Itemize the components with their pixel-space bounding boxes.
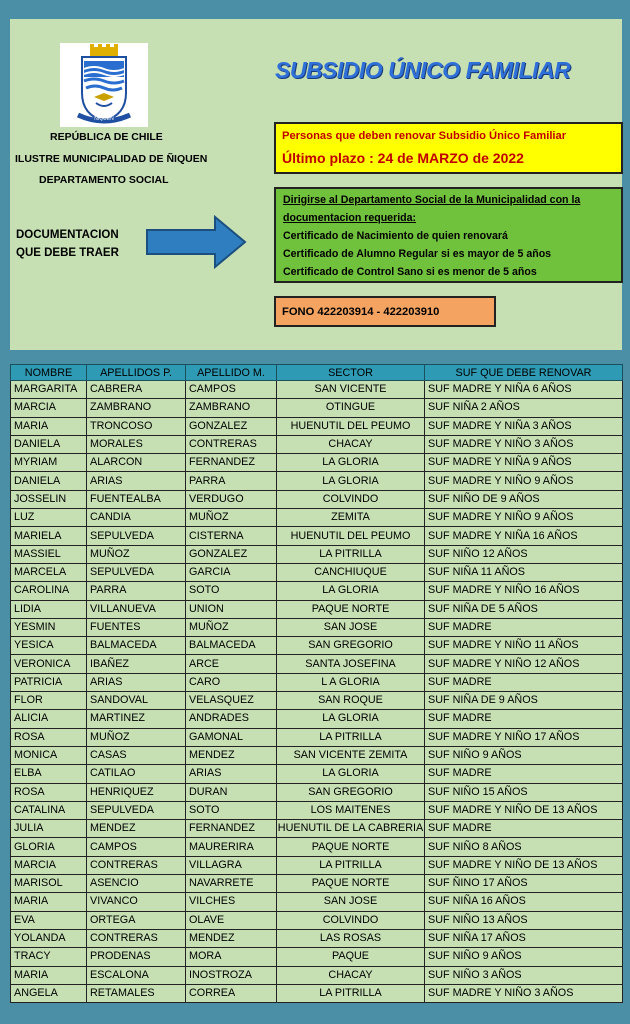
cell-subsidy: SUF MADRE Y NIÑO DE 13 AÑOS (425, 801, 623, 819)
cell-subsidy: SUF MADRE (425, 673, 623, 691)
municipal-logo (60, 43, 148, 127)
cell-subsidy: SUF MADRE Y NIÑA 16 AÑOS (425, 527, 623, 545)
notice-line-1: Personas que deben renovar Subsidio Único Familiar (282, 130, 567, 142)
table-row (11, 820, 623, 838)
table-row (11, 801, 623, 819)
table-row (11, 472, 623, 490)
doc-item-health-certificate: Certificado de Control Sano si es menor de 5 años (283, 266, 537, 278)
table-row (11, 618, 623, 636)
cell-subsidy: SUF NIÑO 12 AÑOS (425, 545, 623, 563)
cell-name: CAROLINA (11, 582, 87, 600)
table-row (11, 417, 623, 435)
cell-surname-m: GONZALEZ (186, 545, 277, 563)
documentation-box (274, 187, 623, 283)
cell-subsidy: SUF NIÑA 16 AÑOS (425, 893, 623, 911)
cell-sector: LA PITRILLA (277, 984, 425, 1002)
cell-surname-m: GAMONAL (186, 728, 277, 746)
cell-name: MARISOL (11, 875, 87, 893)
cell-surname-p: PRODENAS (87, 948, 186, 966)
renewal-table (10, 364, 623, 1003)
cell-name: LIDIA (11, 600, 87, 618)
table-row (11, 929, 623, 947)
cell-surname-m: VILLAGRA (186, 856, 277, 874)
col-header-name: NOMBRE (11, 365, 87, 381)
cell-surname-p: CATILAO (87, 765, 186, 783)
cell-sector: PAQUE NORTE (277, 600, 425, 618)
cell-sector: OTINGUE (277, 399, 425, 417)
table-body (11, 381, 623, 1003)
cell-subsidy: SUF NIÑA DE 9 AÑOS (425, 692, 623, 710)
table-row (11, 454, 623, 472)
cell-subsidy: SUF NIÑA 11 AÑOS (425, 563, 623, 581)
cell-sector: LA GLORIA (277, 582, 425, 600)
cell-surname-m: ZAMBRANO (186, 399, 277, 417)
table-row (11, 765, 623, 783)
table-row (11, 563, 623, 581)
cell-surname-p: FUENTEALBA (87, 490, 186, 508)
cell-surname-p: FUENTES (87, 618, 186, 636)
table-row (11, 692, 623, 710)
cell-name: MARIA (11, 893, 87, 911)
cell-surname-m: CAMPOS (186, 381, 277, 399)
cell-name: MASSIEL (11, 545, 87, 563)
org-line-municipality: ILUSTRE MUNICIPALIDAD DE ÑIQUEN (15, 153, 208, 165)
cell-surname-m: SOTO (186, 582, 277, 600)
table-row (11, 509, 623, 527)
coat-of-arms-icon (60, 43, 148, 127)
cell-subsidy: SUF MADRE Y NIÑO 17 AÑOS (425, 728, 623, 746)
cell-name: YESICA (11, 637, 87, 655)
documentation-label-line-2: QUE DEBE TRAER (16, 247, 119, 259)
cell-sector: HUENUTIL DE LA CABRERIA (277, 820, 425, 838)
cell-name: LUZ (11, 509, 87, 527)
logo-caption: ÑIQUEN (94, 116, 114, 122)
cell-sector: PAQUE (277, 948, 425, 966)
cell-sector: LA GLORIA (277, 710, 425, 728)
cell-surname-p: ESCALONA (87, 966, 186, 984)
header-panel (10, 19, 622, 350)
cell-subsidy: SUF NIÑA DE 5 AÑOS (425, 600, 623, 618)
cell-subsidy: SUF NIÑO 9 AÑOS (425, 948, 623, 966)
cell-surname-p: BALMACEDA (87, 637, 186, 655)
cell-sector: LA PITRILLA (277, 545, 425, 563)
cell-name: DANIELA (11, 472, 87, 490)
cell-surname-p: ASENCIO (87, 875, 186, 893)
doc-intro-line-1: Dirigirse al Departamento Social de la Municipalidad con la (283, 194, 581, 206)
table-row (11, 875, 623, 893)
cell-subsidy: SUF MADRE (425, 765, 623, 783)
cell-name: MYRIAM (11, 454, 87, 472)
cell-surname-m: VERDUGO (186, 490, 277, 508)
table-header-row (11, 365, 623, 381)
cell-name: MARCIA (11, 856, 87, 874)
cell-surname-p: SANDOVAL (87, 692, 186, 710)
org-line-department: DEPARTAMENTO SOCIAL (39, 174, 169, 186)
cell-surname-p: IBAÑEZ (87, 655, 186, 673)
cell-subsidy: SUF MADRE Y NIÑO 3 AÑOS (425, 435, 623, 453)
cell-surname-p: SEPULVEDA (87, 801, 186, 819)
cell-name: MARGARITA (11, 381, 87, 399)
cell-subsidy: SUF MADRE Y NIÑA 3 AÑOS (425, 417, 623, 435)
cell-subsidy: SUF MADRE Y NIÑO 11 AÑOS (425, 637, 623, 655)
cell-surname-p: MUÑOZ (87, 545, 186, 563)
notice-deadline: Último plazo : 24 de MARZO de 2022 (282, 150, 524, 166)
table-row (11, 984, 623, 1002)
cell-name: JULIA (11, 820, 87, 838)
cell-surname-m: GONZALEZ (186, 417, 277, 435)
cell-subsidy: SUF MADRE (425, 710, 623, 728)
cell-surname-p: ALARCON (87, 454, 186, 472)
cell-name: MARIA (11, 417, 87, 435)
cell-surname-m: NAVARRETE (186, 875, 277, 893)
cell-name: EVA (11, 911, 87, 929)
cell-surname-m: GARCIA (186, 563, 277, 581)
cell-surname-m: FERNANDEZ (186, 454, 277, 472)
cell-subsidy: SUF MADRE Y NIÑO 16 AÑOS (425, 582, 623, 600)
cell-surname-p: MENDEZ (87, 820, 186, 838)
cell-name: MARIA (11, 966, 87, 984)
table-row (11, 856, 623, 874)
cell-surname-m: UNION (186, 600, 277, 618)
cell-surname-m: ARCE (186, 655, 277, 673)
cell-surname-p: MARTINEZ (87, 710, 186, 728)
cell-surname-m: CONTRERAS (186, 435, 277, 453)
cell-subsidy: SUF NIÑA 17 AÑOS (425, 929, 623, 947)
cell-sector: LA GLORIA (277, 765, 425, 783)
cell-subsidy: SUF MADRE Y NIÑO 9 AÑOS (425, 509, 623, 527)
cell-surname-m: PARRA (186, 472, 277, 490)
cell-subsidy: SUF MADRE Y NIÑO 3 AÑOS (425, 984, 623, 1002)
cell-surname-m: DURAN (186, 783, 277, 801)
cell-surname-p: ARIAS (87, 472, 186, 490)
cell-sector: SAN JOSE (277, 618, 425, 636)
table-row (11, 746, 623, 764)
table-row (11, 838, 623, 856)
cell-sector: SAN VICENTE (277, 381, 425, 399)
cell-subsidy: SUF MADRE Y NIÑA 9 AÑOS (425, 454, 623, 472)
cell-surname-m: BALMACEDA (186, 637, 277, 655)
documentation-label-line-1: DOCUMENTACION (16, 229, 119, 241)
col-header-surname-p: APELLIDOS P. (87, 365, 186, 381)
deadline-notice (274, 122, 623, 174)
table-row (11, 435, 623, 453)
cell-subsidy: SUF NIÑO DE 9 AÑOS (425, 490, 623, 508)
cell-surname-m: CARO (186, 673, 277, 691)
cell-name: MARCELA (11, 563, 87, 581)
cell-sector: SAN VICENTE ZEMITA (277, 746, 425, 764)
table-row (11, 948, 623, 966)
cell-surname-p: SEPULVEDA (87, 563, 186, 581)
cell-sector: SANTA JOSEFINA (277, 655, 425, 673)
cell-surname-p: CANDIA (87, 509, 186, 527)
table-row (11, 655, 623, 673)
cell-surname-p: MORALES (87, 435, 186, 453)
cell-surname-p: ZAMBRANO (87, 399, 186, 417)
col-header-sector: SECTOR (277, 365, 425, 381)
cell-subsidy: SUF MADRE Y NIÑO DE 13 AÑOS (425, 856, 623, 874)
cell-surname-p: CONTRERAS (87, 856, 186, 874)
table-row (11, 710, 623, 728)
cell-surname-p: CABRERA (87, 381, 186, 399)
cell-subsidy: SUF NIÑA 2 AÑOS (425, 399, 623, 417)
cell-sector: HUENUTIL DEL PEUMO (277, 417, 425, 435)
cell-surname-m: MUÑOZ (186, 509, 277, 527)
cell-sector: COLVINDO (277, 490, 425, 508)
table-row (11, 490, 623, 508)
cell-name: YESMIN (11, 618, 87, 636)
table-row (11, 527, 623, 545)
cell-surname-m: OLAVE (186, 911, 277, 929)
cell-subsidy: SUF MADRE Y NIÑO 9 AÑOS (425, 472, 623, 490)
cell-sector: ZEMITA (277, 509, 425, 527)
cell-subsidy: SUF NIÑO 13 AÑOS (425, 911, 623, 929)
cell-surname-m: MENDEZ (186, 929, 277, 947)
cell-surname-p: ORTEGA (87, 911, 186, 929)
cell-surname-m: INOSTROZA (186, 966, 277, 984)
cell-sector: HUENUTIL DEL PEUMO (277, 527, 425, 545)
cell-name: ANGELA (11, 984, 87, 1002)
cell-sector: SAN GREGORIO (277, 637, 425, 655)
cell-sector: SAN ROQUE (277, 692, 425, 710)
table-row (11, 728, 623, 746)
cell-sector: CHACAY (277, 966, 425, 984)
cell-sector: CANCHIUQUE (277, 563, 425, 581)
table-row (11, 545, 623, 563)
cell-surname-p: VIVANCO (87, 893, 186, 911)
cell-surname-m: ANDRADES (186, 710, 277, 728)
cell-surname-p: PARRA (87, 582, 186, 600)
table-row (11, 783, 623, 801)
org-line-country: REPÚBLICA DE CHILE (50, 131, 163, 143)
page-title: SUBSIDIO ÚNICO FAMILIAR (275, 57, 571, 83)
cell-surname-p: VILLANUEVA (87, 600, 186, 618)
cell-sector: SAN JOSE (277, 893, 425, 911)
cell-sector: PAQUE NORTE (277, 875, 425, 893)
col-header-surname-m: APELLIDO M. (186, 365, 277, 381)
table-row (11, 381, 623, 399)
cell-name: ALICIA (11, 710, 87, 728)
cell-name: CATALINA (11, 801, 87, 819)
cell-surname-m: VILCHES (186, 893, 277, 911)
doc-item-student-certificate: Certificado de Alumno Regular si es mayor de 5 años (283, 248, 552, 260)
cell-sector: PAQUE NORTE (277, 838, 425, 856)
cell-sector: LA PITRILLA (277, 856, 425, 874)
cell-name: YOLANDA (11, 929, 87, 947)
cell-name: ROSA (11, 728, 87, 746)
cell-subsidy: SUF MADRE (425, 618, 623, 636)
cell-surname-m: MORA (186, 948, 277, 966)
cell-surname-p: CONTRERAS (87, 929, 186, 947)
doc-item-birth-certificate: Certificado de Nacimiento de quien renovará (283, 230, 508, 242)
cell-surname-m: ARIAS (186, 765, 277, 783)
table-row (11, 893, 623, 911)
cell-name: GLORIA (11, 838, 87, 856)
table-row (11, 911, 623, 929)
cell-sector: SAN GREGORIO (277, 783, 425, 801)
cell-surname-p: MUÑOZ (87, 728, 186, 746)
cell-surname-p: RETAMALES (87, 984, 186, 1002)
table-row (11, 966, 623, 984)
cell-name: JOSSELIN (11, 490, 87, 508)
cell-surname-m: CISTERNA (186, 527, 277, 545)
cell-surname-p: HENRIQUEZ (87, 783, 186, 801)
cell-name: ROSA (11, 783, 87, 801)
cell-sector: LA GLORIA (277, 472, 425, 490)
cell-subsidy: SUF MADRE Y NIÑA 6 AÑOS (425, 381, 623, 399)
cell-sector: COLVINDO (277, 911, 425, 929)
cell-name: MARIELA (11, 527, 87, 545)
cell-subsidy: SUF NIÑO 9 AÑOS (425, 746, 623, 764)
cell-sector: LA PITRILLA (277, 728, 425, 746)
cell-name: ELBA (11, 765, 87, 783)
cell-subsidy: SUF NIÑO 8 AÑOS (425, 838, 623, 856)
cell-surname-m: MUÑOZ (186, 618, 277, 636)
doc-intro-line-2: documentacion requerida: (283, 212, 417, 224)
cell-sector: L A GLORIA (277, 673, 425, 691)
cell-name: FLOR (11, 692, 87, 710)
phone-box (274, 296, 496, 327)
phone-numbers: FONO 422203914 - 422203910 (282, 306, 440, 318)
cell-surname-m: MENDEZ (186, 746, 277, 764)
cell-name: DANIELA (11, 435, 87, 453)
cell-surname-p: CAMPOS (87, 838, 186, 856)
cell-surname-m: CORREA (186, 984, 277, 1002)
table-row (11, 600, 623, 618)
cell-surname-m: SOTO (186, 801, 277, 819)
cell-subsidy: SUF MADRE (425, 820, 623, 838)
cell-name: TRACY (11, 948, 87, 966)
cell-surname-m: FERNANDEZ (186, 820, 277, 838)
cell-sector: LAS ROSAS (277, 929, 425, 947)
cell-subsidy: SUF MADRE Y NIÑO 12 AÑOS (425, 655, 623, 673)
cell-surname-p: ARIAS (87, 673, 186, 691)
table-row (11, 637, 623, 655)
cell-subsidy: SUF ÑINO 17 AÑOS (425, 875, 623, 893)
cell-name: VERONICA (11, 655, 87, 673)
table-row (11, 399, 623, 417)
cell-surname-p: CASAS (87, 746, 186, 764)
cell-subsidy: SUF NIÑO 3 AÑOS (425, 966, 623, 984)
cell-sector: CHACAY (277, 435, 425, 453)
cell-surname-p: TRONCOSO (87, 417, 186, 435)
table-row (11, 582, 623, 600)
cell-name: MONICA (11, 746, 87, 764)
col-header-subsidy: SUF QUE DEBE RENOVAR (425, 365, 623, 381)
cell-surname-m: VELASQUEZ (186, 692, 277, 710)
cell-surname-m: MAURERIRA (186, 838, 277, 856)
arrow-right-icon (145, 215, 249, 269)
cell-sector: LOS MAITENES (277, 801, 425, 819)
table-row (11, 673, 623, 691)
cell-surname-p: SEPULVEDA (87, 527, 186, 545)
cell-name: PATRICIA (11, 673, 87, 691)
cell-subsidy: SUF NIÑO 15 AÑOS (425, 783, 623, 801)
cell-sector: LA GLORIA (277, 454, 425, 472)
cell-name: MARCIA (11, 399, 87, 417)
